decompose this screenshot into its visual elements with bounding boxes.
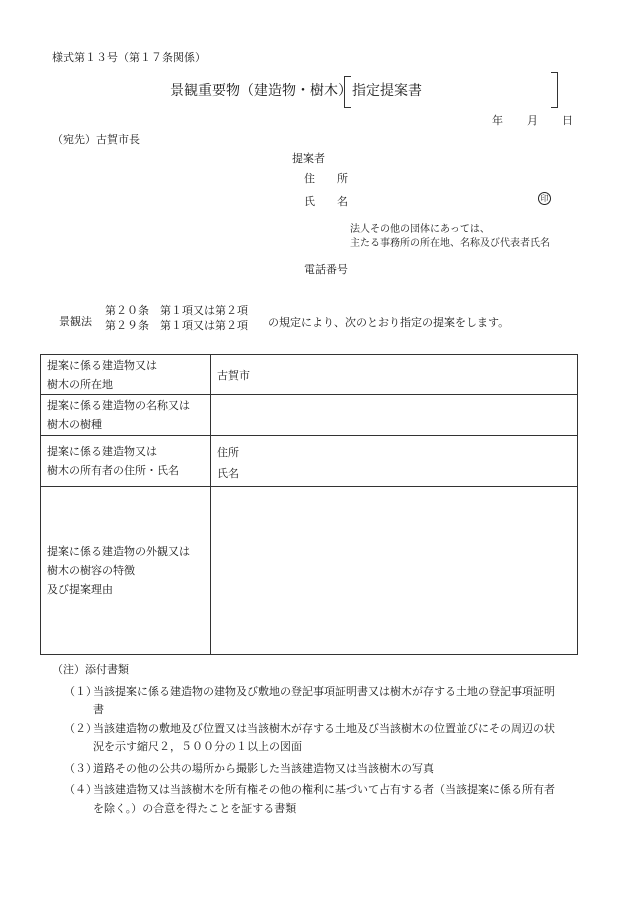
seal-icon: 印	[538, 192, 551, 205]
date-month: 月	[527, 114, 538, 127]
table-row	[41, 436, 578, 487]
building-name-label	[41, 395, 211, 436]
form-number: 様式第１３号（第１７条関係）	[52, 51, 206, 64]
location-label	[41, 355, 211, 395]
note-4-line1: 当該建造物又は当該樹木を所有権その他の権利に基づいて占有する者（当該提案に係る所有者	[93, 783, 555, 796]
document-title: 景観重要物（建造物・樹木）指定提案書	[170, 83, 422, 99]
owner-label-line1: 提案に係る建造物又は	[47, 445, 157, 458]
location-value-cell[interactable]	[211, 355, 578, 395]
note-1-number: （１）	[64, 685, 97, 698]
owner-label	[41, 436, 211, 487]
note-3-line1: 道路その他の公共の場所から撮影した当該建造物又は当該樹木の写真	[93, 762, 434, 775]
name-label: 氏 名	[304, 195, 348, 208]
statement-text: の規定により、次のとおり指定の提案をします。	[268, 316, 510, 329]
appearance-label-line1: 提案に係る建造物の外観又は	[47, 545, 190, 558]
owner-name-label: 氏名	[217, 467, 239, 480]
addressee: （宛先）古賀市長	[52, 133, 140, 146]
date-year: 年	[492, 114, 503, 127]
building-name-value-cell[interactable]	[211, 395, 578, 436]
location-value: 古賀市	[217, 368, 250, 382]
owner-value-cell[interactable]	[211, 436, 578, 487]
corporate-note-line1: 法人その他の団体にあっては、	[350, 224, 490, 235]
notes-heading: （注）添付書類	[52, 663, 129, 676]
note-4-number: （４）	[64, 783, 97, 796]
article-20: 第２０条 第１項又は第２項	[105, 304, 248, 317]
appearance-label-line3: 及び提案理由	[47, 583, 113, 596]
note-2-line2: 況を示す縮尺２，５００分の１以上の図面	[93, 740, 302, 753]
phone-label: 電話番号	[304, 263, 348, 276]
location-label-line2: 樹木の所在地	[47, 377, 113, 391]
title-right-bracket	[551, 72, 558, 108]
location-label-line1: 提案に係る建造物又は	[47, 358, 157, 372]
date-day: 日	[562, 114, 573, 127]
owner-label-line2: 樹木の所有者の住所・氏名	[47, 464, 179, 477]
owner-address-label: 住所	[217, 446, 239, 459]
proposer-heading: 提案者	[292, 152, 325, 165]
law-name: 景観法	[59, 315, 92, 328]
table-row	[41, 355, 578, 395]
building-name-label-line2: 樹木の樹種	[47, 418, 102, 431]
corporate-note-line2: 主たる事務所の所在地、名称及び代表者氏名	[350, 238, 550, 249]
proposal-table	[40, 354, 578, 655]
table-row	[41, 487, 578, 655]
note-2-number: （２）	[64, 722, 97, 735]
address-label: 住 所	[304, 172, 348, 185]
table-row	[41, 395, 578, 436]
title-left-bracket	[344, 76, 351, 108]
appearance-label-line2: 樹木の樹容の特徴	[47, 564, 135, 577]
note-3-number: （３）	[64, 762, 97, 775]
article-29: 第２９条 第１項又は第２項	[105, 319, 248, 332]
note-2-line1: 当該建造物の敷地及び位置又は当該樹木が存する土地及び当該樹木の位置並びにその周辺の状	[93, 722, 555, 735]
note-1-line1: 当該提案に係る建造物の建物及び敷地の登記事項証明書又は樹木が存する土地の登記事項証明	[93, 685, 555, 698]
appearance-label	[41, 487, 211, 655]
appearance-value-cell[interactable]	[211, 487, 578, 655]
building-name-label-line1: 提案に係る建造物の名称又は	[47, 399, 190, 412]
note-1-line2: 書	[93, 703, 104, 716]
note-4-line2: を除く。）の合意を得たことを証する書類	[93, 802, 297, 815]
